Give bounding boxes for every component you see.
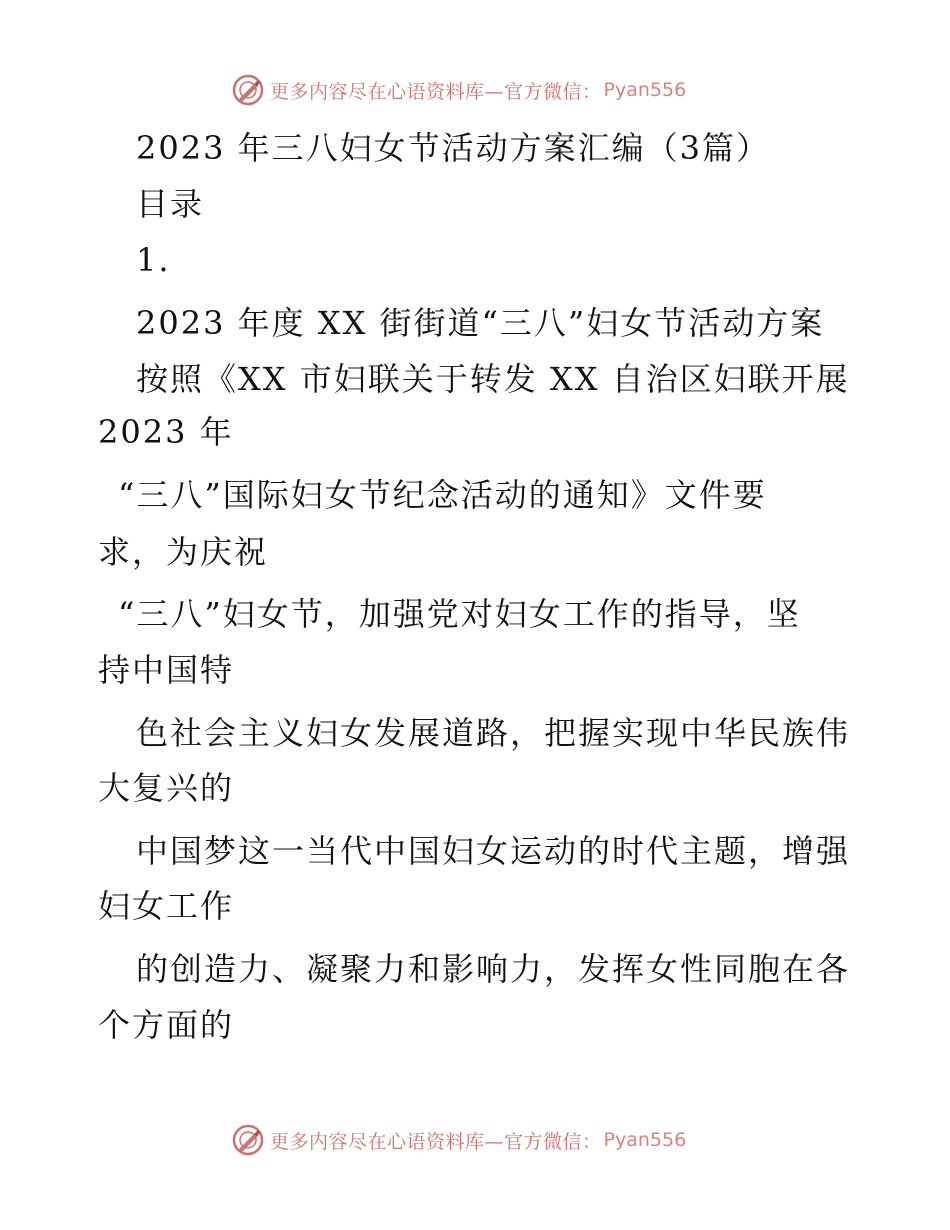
watermark-footer [232, 1122, 686, 1158]
paragraph-line: 大复兴的 [98, 769, 235, 807]
watermark-handle: Pyan556 [603, 1129, 687, 1151]
paragraph-line: “三八”妇女节，加强党对妇女工作的指导，坚 [118, 595, 801, 633]
paragraph-line: 的创造力、凝聚力和影响力，发挥女性同胞在各 [136, 950, 851, 988]
paragraph-line: 2023 年 [98, 413, 234, 451]
toc-number: 1. [136, 241, 171, 279]
paragraph-line: 持中国特 [98, 651, 235, 689]
paragraph-line: 个方面的 [98, 1006, 235, 1044]
paragraph-line: 妇女工作 [98, 887, 235, 925]
document-title: 2023 年三八妇女节活动方案汇编（3篇） [136, 129, 770, 167]
section-title: 2023 年度 XX 街街道“三八”妇女节活动方案 [136, 304, 825, 342]
watermark-handle: Pyan556 [603, 79, 687, 101]
paragraph-line: 求，为庆祝 [98, 533, 269, 571]
watermark-text: 更多内容尽在心语资料库—官方微信： [270, 80, 602, 103]
watermark-text: 更多内容尽在心语资料库—官方微信： [270, 1130, 602, 1153]
paragraph-line: “三八”国际妇女节纪念活动的通知》文件要 [118, 476, 767, 514]
paragraph-line: 按照《XX 市妇联关于转发 XX 自治区妇联开展 [136, 360, 850, 398]
pen-logo-icon [232, 1124, 264, 1156]
paragraph-line: 中国梦这一当代中国妇女运动的时代主题，增强 [136, 832, 851, 870]
paragraph-line: 色社会主义妇女发展道路，把握实现中华民族伟 [136, 714, 851, 752]
toc-heading: 目录 [136, 185, 205, 223]
